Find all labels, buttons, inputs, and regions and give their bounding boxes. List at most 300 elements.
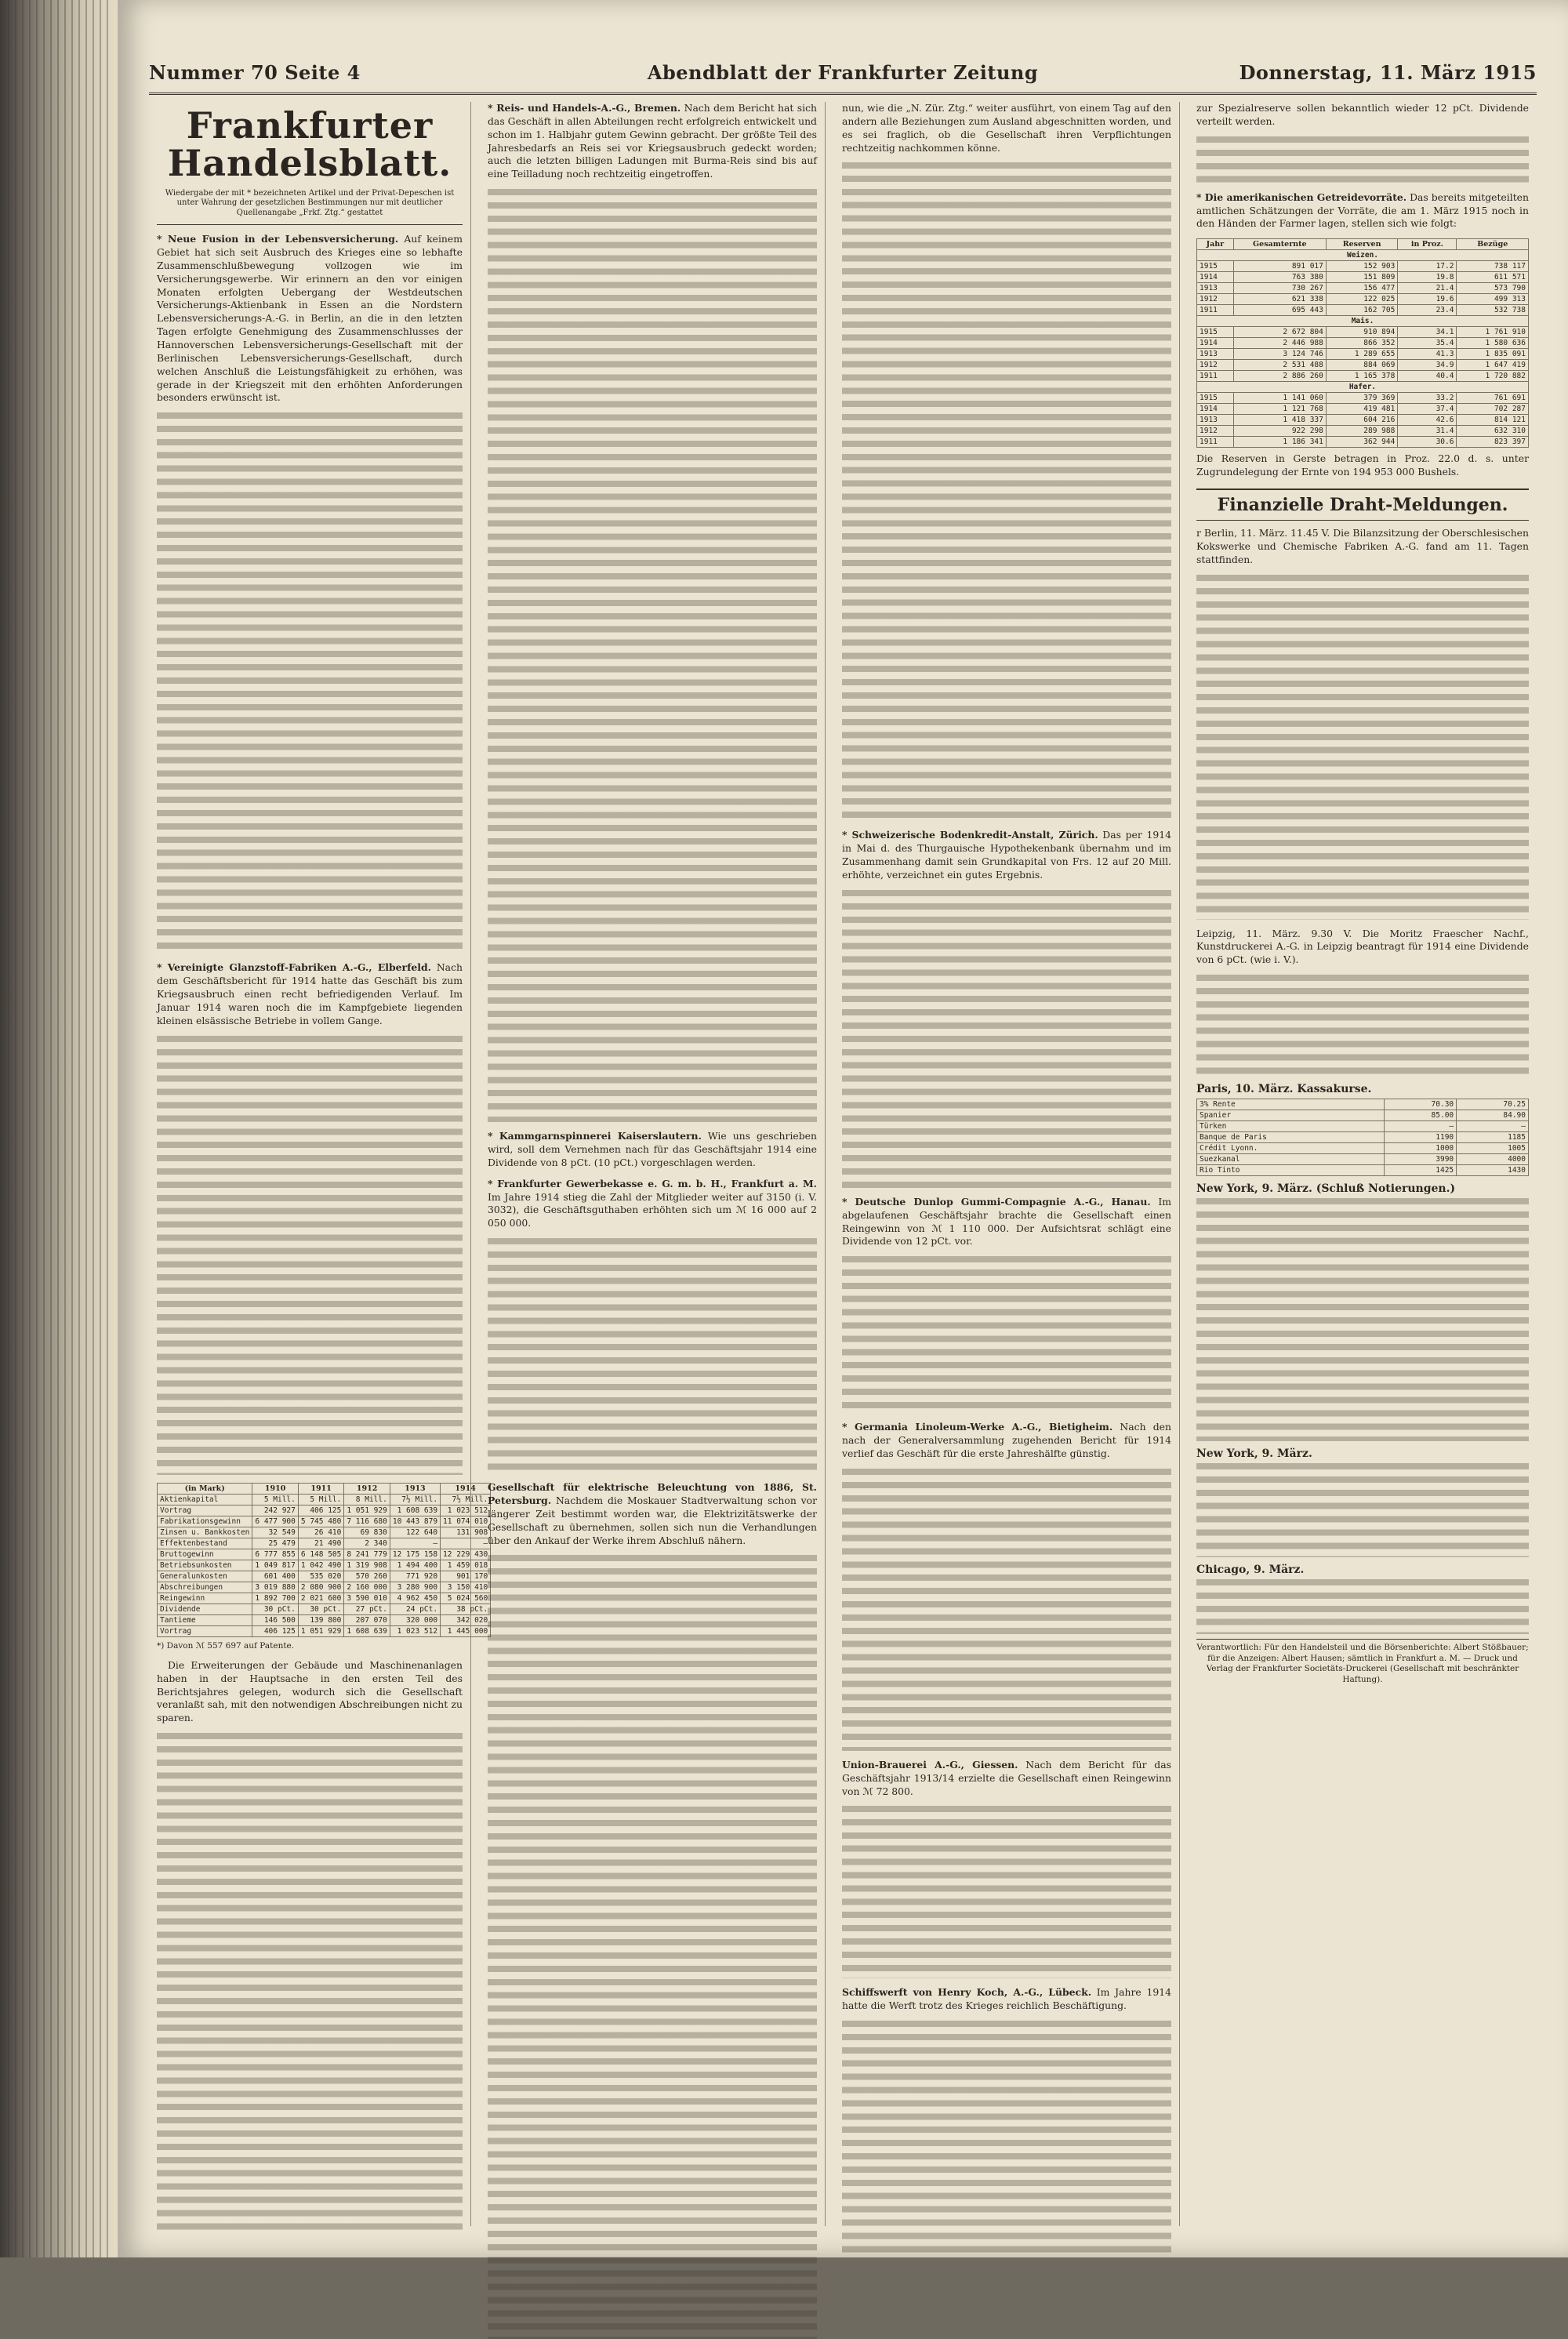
row-label: Aktienkapital (158, 1494, 252, 1505)
article-schiffswerft (842, 1986, 1171, 2013)
table-cell: — (441, 1538, 491, 1549)
table-cell: 406 125 (252, 1625, 298, 1636)
table-cell: 151 809 (1326, 272, 1397, 283)
table-cell: 2 531 488 (1233, 360, 1326, 371)
table-cell: 2 160 000 (344, 1582, 390, 1593)
table-cell: 19.8 (1398, 272, 1457, 283)
table-cell: 1 494 400 (390, 1560, 440, 1571)
table-row (1197, 1165, 1529, 1176)
article-gewerbekasse (488, 1178, 817, 1230)
table-cell: 1 608 639 (390, 1505, 440, 1516)
article-headline: Union-Brauerei A.-G., Giessen. (842, 1758, 1018, 1771)
table-cell: 35.4 (1398, 338, 1457, 349)
wire-section-title: Finanzielle Draht-Meldungen. (1196, 489, 1529, 521)
article-headline: * Neue Fusion in der Lebensversicherung. (157, 233, 399, 245)
table-cell: 1000 (1385, 1143, 1457, 1154)
table-row (1197, 371, 1529, 382)
table-cell: 1 049 817 (252, 1560, 298, 1571)
table-row (1197, 426, 1529, 437)
table-cell: 12 229 430 (441, 1549, 491, 1560)
table-row (158, 1516, 491, 1527)
article-body: Das bereits mitgeteilten amtlichen Schätzungen der Vorräte, die am 1. März 1915 noch in den Händen der Farmer lagen, stellen sich wie folgt: (1196, 191, 1529, 230)
table-row (158, 1505, 491, 1516)
newyork-quotes (1196, 1198, 1529, 1441)
article-lebensversicherung (157, 233, 463, 405)
table-cell: Türken (1197, 1121, 1385, 1132)
table-cell: 207 070 (344, 1614, 390, 1625)
table-cell: 1915 (1197, 393, 1234, 404)
table-cell: 25 479 (252, 1538, 298, 1549)
table-cell: 26 410 (298, 1527, 343, 1538)
table-cell: 1430 (1457, 1165, 1529, 1176)
table-cell: 2 446 988 (1233, 338, 1326, 349)
table-cell: 23.4 (1398, 305, 1457, 316)
article-continuation-text (842, 2021, 1171, 2256)
article-bodenkredit (842, 829, 1171, 881)
article-continued-top (1196, 102, 1529, 129)
table-cell: 1914 (1197, 404, 1234, 415)
table-row (1197, 393, 1529, 404)
table-cell: 4000 (1457, 1154, 1529, 1165)
table-cell: 1911 (1197, 305, 1234, 316)
table-cell: 702 287 (1457, 404, 1529, 415)
table-cell: 31.4 (1398, 426, 1457, 437)
table-cell: 1913 (1197, 349, 1234, 360)
table-cell: — (1457, 1121, 1529, 1132)
table-row (158, 1560, 491, 1571)
article-glanzstoff-continued (157, 1659, 463, 1725)
chicago-market-head: Chicago, 9. März. (1196, 1564, 1305, 1577)
column-1 (149, 102, 488, 2226)
bound-page-edges (8, 0, 110, 2257)
table-cell: 910 894 (1326, 327, 1397, 338)
row-label: Betriebsunkosten (158, 1560, 252, 1571)
article-headline: * Reis- und Handels-A.-G., Bremen. (488, 102, 681, 114)
table-cell: 162 705 (1326, 305, 1397, 316)
table-cell: 1 892 700 (252, 1593, 298, 1604)
table-cell: 1 720 882 (1457, 371, 1529, 382)
article-headline: * Germania Linoleum-Werke A.-G., Bietigheim. (842, 1421, 1113, 1433)
table-cell: 6 777 855 (252, 1549, 298, 1560)
wire-berlin: r Berlin, 11. März. 11.45 V. Die Bilanzsitzung der Oberschlesischen Kokswerke und Chemische Fabriken A.-G. fand am 11. Tagen stattfinden. (1196, 527, 1529, 565)
table-row (1197, 327, 1529, 338)
article-continuation-text (488, 189, 817, 1122)
table-cell: 146 500 (252, 1614, 298, 1625)
table-caption: (in Mark) (158, 1483, 252, 1494)
article-headline: * Die amerikanischen Getreidevorräte. (1196, 191, 1407, 203)
paris-market-table (1196, 1099, 1529, 1176)
table-col-header: 1910 (252, 1483, 298, 1494)
table-cell: 1 165 378 (1326, 371, 1397, 382)
table-cell: 730 267 (1233, 283, 1326, 294)
table-cell: 37.4 (1398, 404, 1457, 415)
table-cell: 5 024 560 (441, 1593, 491, 1604)
table-cell: 3 150 410 (441, 1582, 491, 1593)
table-cell: 419 481 (1326, 404, 1397, 415)
table-cell: 1 289 655 (1326, 349, 1397, 360)
table-cell: 342 020 (441, 1614, 491, 1625)
table-cell: 7½ Mill. (441, 1494, 491, 1505)
article-continuation-text (842, 162, 1171, 821)
table-cell: Spanier (1197, 1110, 1385, 1121)
grain-group-name: Mais. (1197, 316, 1529, 327)
table-row (158, 1571, 491, 1582)
table-cell: 289 988 (1326, 426, 1397, 437)
table-cell: 21.4 (1398, 283, 1457, 294)
article-continuation-text (488, 1238, 817, 1473)
table-cell: 30 pCt. (252, 1604, 298, 1614)
table-cell: 131 908 (441, 1527, 491, 1538)
table-row (1197, 272, 1529, 283)
grain-note: Die Reserven in Gerste betragen in Proz. 22.0 d. s. unter Zugrundelegung der Ernte von 194 953 000 Bushels. (1196, 452, 1529, 478)
table-row (158, 1494, 491, 1505)
row-label: Vortrag (158, 1625, 252, 1636)
table-cell: 34.1 (1398, 327, 1457, 338)
grain-group-row (1197, 382, 1529, 393)
table-cell: 884 069 (1326, 360, 1397, 371)
table-col-header: Gesamternte (1233, 239, 1326, 250)
article-continuation-text (1196, 136, 1529, 183)
table-cell: 535 020 (298, 1571, 343, 1582)
table-cell: 69 830 (344, 1527, 390, 1538)
table-cell: 85.00 (1385, 1110, 1457, 1121)
table-cell: 823 397 (1457, 437, 1529, 448)
table-cell: 1 042 490 (298, 1560, 343, 1571)
table-cell: 891 017 (1233, 261, 1326, 272)
table-row (1197, 404, 1529, 415)
table-row (1197, 261, 1529, 272)
article-germania-linoleum (842, 1421, 1171, 1461)
article-kammgarn (488, 1130, 817, 1170)
article-dunlop (842, 1196, 1171, 1248)
article-headline: Schiffswerft von Henry Koch, A.-G., Lübeck. (842, 1986, 1092, 1999)
table-row (1197, 415, 1529, 426)
table-cell: 499 313 (1457, 294, 1529, 305)
table-col-header: 1912 (344, 1483, 390, 1494)
table-cell: 1 141 060 (1233, 393, 1326, 404)
table-cell: 3 280 900 (390, 1582, 440, 1593)
table-col-header: 1911 (298, 1483, 343, 1494)
article-headline: * Vereinigte Glanzstoff-Fabriken A.-G., Elberfeld. (157, 961, 431, 974)
article-continuation-text (842, 1806, 1171, 1978)
newyork-market-head: New York, 9. März. (Schluß Notierungen.) (1196, 1182, 1456, 1196)
table-cell: Rio Tinto (1197, 1165, 1385, 1176)
table-cell: 604 216 (1326, 415, 1397, 426)
table-col-header: 1913 (390, 1483, 440, 1494)
table-row (1197, 349, 1529, 360)
table-cell: 5 745 480 (298, 1516, 343, 1527)
table-cell: 3 019 880 (252, 1582, 298, 1593)
article-body: Im Jahre 1914 stieg die Zahl der Mitglieder weiter auf 3150 (i. V. 3032), die Geschäftsguthaben erhöhten sich um ℳ 16 000 auf 2 050 000. (488, 1190, 817, 1229)
table-cell: 362 944 (1326, 437, 1397, 448)
chicago-quotes (1196, 1579, 1529, 1634)
table-cell: 1912 (1197, 294, 1234, 305)
table-cell: 1915 (1197, 327, 1234, 338)
article-body: Nach dem Geschäftsbericht für 1914 hatte das Geschäft bis zum Kriegsausbruch einen recht befriedigenden Verlauf. Im Januar 1914 waren noch die im Kampfgebiete liegenden kleinen elsässische Betriebe in vollem Gange. (157, 961, 463, 1026)
article-continuation-text (842, 890, 1171, 1188)
table-cell: 4 962 450 (390, 1593, 440, 1604)
table-cell: 122 025 (1326, 294, 1397, 305)
table-cell: 8 Mill. (344, 1494, 390, 1505)
table-row (1197, 1132, 1529, 1143)
row-label: Tantieme (158, 1614, 252, 1625)
column-2 (480, 102, 826, 2226)
article-headline: * Schweizerische Bodenkredit-Anstalt, Zürich. (842, 829, 1098, 841)
table-col-header: in Proz. (1398, 239, 1457, 250)
table-cell: 738 117 (1457, 261, 1529, 272)
row-label: Zinsen u. Bankkosten (158, 1527, 252, 1538)
table-cell: 1914 (1197, 338, 1234, 349)
table-cell: 1 418 337 (1233, 415, 1326, 426)
table-cell: 2 672 804 (1233, 327, 1326, 338)
article-continuation-text (842, 1469, 1171, 1751)
table-cell: 21 490 (298, 1538, 343, 1549)
table-cell: 1 835 091 (1457, 349, 1529, 360)
article-headline: * Frankfurter Gewerbekasse e. G. m. b. H., Frankfurt a. M. (488, 1177, 817, 1189)
newspaper-name: Abendblatt der Frankfurter Zeitung (647, 61, 1039, 84)
table-cell: 1914 (1197, 272, 1234, 283)
table-cell: 761 691 (1457, 393, 1529, 404)
table-cell: 12 175 158 (390, 1549, 440, 1560)
table-cell: 1 186 341 (1233, 437, 1326, 448)
table-cell: 1913 (1197, 283, 1234, 294)
table-col-header: Jahr (1197, 239, 1234, 250)
table-row (1197, 1154, 1529, 1165)
wire-continuation-text (1196, 575, 1529, 920)
imprint-footer: Verantwortlich: Für den Handelsteil und die Börsenberichte: Albert Stößbauer; für die Anzeigen: Albert Hausen; sämtlich in Frankfurt a. M. — Druck und Verlag der Frankfurter Societäts-Druckerei (Gesellschaft mit beschränkter Haftung). (1196, 1639, 1529, 1686)
table-cell: 32 549 (252, 1527, 298, 1538)
row-label: Vortrag (158, 1505, 252, 1516)
table-cell: 611 571 (1457, 272, 1529, 283)
table-cell: 379 369 (1326, 393, 1397, 404)
wire-leipzig: Leipzig, 11. März. 9.30 V. Die Moritz Fraescher Nachf., Kunstdruckerei A.-G. in Leipzig beantragt für 1914 eine Dividende von 6 pCt. (wie i. V.). (1196, 927, 1529, 966)
table-cell: 11 074 010 (441, 1516, 491, 1527)
table-cell: 922 298 (1233, 426, 1326, 437)
table-cell: 621 338 (1233, 294, 1326, 305)
column-3 (834, 102, 1180, 2226)
article-body: Auf keinem Gebiet hat sich seit Ausbruch des Krieges eine so lebhafte Zusammenschlußbewegung vollzogen wie im Versicherungsgewerbe. Wir erinnern an den vor einigen Monaten erfolgten Uebergang der Westdeutschen Versicherungs-Aktienbank in Essen an die Nordstern Lebensversicherungs-A.-G. in Berlin, an die in den letzten Tagen erfolgte Genehmigung des Zusammenschlusses der Hannoverschen Lebensversicherungs-Gesellschaft mit der Berlinischen Lebensversicherungs-Gesellschaft, durch welchen Anschluß die Leistungsfähigkeit zu erhöhen, was gerade in der Kriegszeit mit den erhöhten Anforderungen besonders erwünscht ist. (157, 233, 463, 404)
table-cell: 70.30 (1385, 1099, 1457, 1110)
table-cell: 632 310 (1457, 426, 1529, 437)
table-cell: 7 116 680 (344, 1516, 390, 1527)
table-cell: Suezkanal (1197, 1154, 1385, 1165)
table-cell: 1912 (1197, 360, 1234, 371)
table-cell: 10 443 879 (390, 1516, 440, 1527)
table-row (1197, 338, 1529, 349)
table-row (158, 1625, 491, 1636)
table-row (1197, 360, 1529, 371)
newyork2-quotes (1196, 1463, 1529, 1557)
table-row (158, 1549, 491, 1560)
table-cell: 695 443 (1233, 305, 1326, 316)
table-row (158, 1614, 491, 1625)
table-cell: 1 761 910 (1457, 327, 1529, 338)
table-cell: 866 352 (1326, 338, 1397, 349)
article-body: Das per 1914 in Mai d. des Thurgauische Hypothekenbank übernahm und im Zusammenhang damit sein Grundkapital von Frs. 12 auf 20 Mill. erhöhte, verzeichnet ein gutes Ergebnis. (842, 829, 1171, 881)
table-cell: 3% Rente (1197, 1099, 1385, 1110)
table-cell: 3990 (1385, 1154, 1457, 1165)
article-body: Nach dem Bericht für das Geschäftsjahr 1913/14 erzielte die Gesellschaft einen Reingewinn von ℳ 72 800. (842, 1758, 1171, 1797)
table-cell: 532 738 (1457, 305, 1529, 316)
table-cell: 5 Mill. (252, 1494, 298, 1505)
article-body: Die Erweiterungen der Gebäude und Maschinenanlagen haben in der Hauptsache in den ersten Teil des Berichtsjahres gelegen, wodurch sich die Gesellschaft veranlaßt sah, mit den notwendigen Abschreibungen nicht zu sparen. (157, 1658, 463, 1724)
article-body: Nach den nach der Generalversammlung zugehenden Bericht für 1914 verlief das Geschäft für die erste Jahreshälfte günstig. (842, 1421, 1171, 1460)
article-headline: * Deutsche Dunlop Gummi-Compagnie A.-G., Hanau. (842, 1195, 1151, 1208)
table-cell: 27 pCt. (344, 1604, 390, 1614)
table-cell: 17.2 (1398, 261, 1457, 272)
table-cell: 152 903 (1326, 261, 1397, 272)
wire-continuation-text (1196, 975, 1529, 1077)
table-cell: 1185 (1457, 1132, 1529, 1143)
table-cell: 1 580 636 (1457, 338, 1529, 349)
table-cell: 573 790 (1457, 283, 1529, 294)
table-cell: 763 380 (1233, 272, 1326, 283)
table-col-header: 1914 (441, 1483, 491, 1494)
table-cell: 24 pCt. (390, 1604, 440, 1614)
article-continued-from-prev (842, 102, 1171, 154)
table-cell: 242 927 (252, 1505, 298, 1516)
table-footnote: *) Davon ℳ 557 697 auf Patente. (157, 1640, 295, 1651)
table-cell: 1911 (1197, 371, 1234, 382)
table-cell: 1915 (1197, 261, 1234, 272)
article-body: Im abgelaufenen Geschäftsjahr brachte die Gesellschaft einen Reingewinn von ℳ 1 110 000. Der Aufsichtsrat schlägt eine Dividende von 12 pCt. vor. (842, 1195, 1171, 1248)
table-cell: 42.6 (1398, 415, 1457, 426)
article-headline: Gesellschaft für elektrische Beleuchtung von 1886, St. Petersburg. (488, 1481, 817, 1507)
table-cell: 38 pCt. (441, 1604, 491, 1614)
table-row (1197, 1110, 1529, 1121)
table-cell: 1 445 000 (441, 1625, 491, 1636)
article-continuation-text (157, 412, 463, 953)
table-cell: 156 477 (1326, 283, 1397, 294)
section-title: Frankfurter Handelsblatt. (167, 104, 452, 185)
section-subtitle: Wiedergabe der mit * bezeichneten Artikel und der Privat-Depeschen ist unter Wahrung der gesetzlichen Bestimmungen nur mit deutlicher Quellenangabe „Frkf. Ztg.“ gestattet (157, 189, 463, 226)
table-col-header: Reserven (1326, 239, 1397, 250)
table-cell: 570 260 (344, 1571, 390, 1582)
article-body: Nachdem die Moskauer Stadtverwaltung schon vor längerer Zeit bestimmt worden war, die Elektrizitätswerke der Gesellschaft zu übernehmen, sollen sich nun die Verhandlungen über den Ankauf der Werke ihrem Abschluß nähern. (488, 1495, 817, 1546)
table-cell: 33.2 (1398, 393, 1457, 404)
table-row (1197, 1121, 1529, 1132)
table-cell: 2 886 260 (1233, 371, 1326, 382)
table-cell: 1005 (1457, 1143, 1529, 1154)
newyork2-market-head: New York, 9. März. (1196, 1447, 1312, 1461)
table-cell: 814 121 (1457, 415, 1529, 426)
table-cell: 1 608 639 (344, 1625, 390, 1636)
table-cell: 771 920 (390, 1571, 440, 1582)
paris-market-head: Paris, 10. März. Kassakurse. (1196, 1083, 1372, 1096)
issue-date: Donnerstag, 11. März 1915 (1239, 61, 1537, 84)
table-row (158, 1604, 491, 1614)
row-label: Reingewinn (158, 1593, 252, 1604)
table-cell: 3 124 746 (1233, 349, 1326, 360)
column-4 (1189, 102, 1537, 2226)
table-row (158, 1538, 491, 1549)
newspaper-page (118, 0, 1568, 2257)
table-cell: 1 319 908 (344, 1560, 390, 1571)
article-continuation-text (488, 1555, 817, 2339)
article-elektrische-beleuchtung (488, 1481, 817, 1547)
article-continuation-text (842, 1256, 1171, 1413)
table-cell: 1425 (1385, 1165, 1457, 1176)
article-headline: * Kammgarnspinnerei Kaiserslautern. (488, 1130, 702, 1142)
row-label: Bruttogewinn (158, 1549, 252, 1560)
table-cell: 2 080 900 (298, 1582, 343, 1593)
article-getreidevorraete (1196, 191, 1529, 231)
table-cell: Crédit Lyonn. (1197, 1143, 1385, 1154)
table-cell: 70.25 (1457, 1099, 1529, 1110)
row-label: Abschreibungen (158, 1582, 252, 1593)
article-body: nun, wie die „N. Zür. Ztg.“ weiter ausführt, von einem Tag auf den andern alle Beziehungen zum Ausland abgeschnitten worden, und es sei fraglich, ob die Gesellschaft ihren Verpflichtungen rechtzeitig nachkommen könne. (842, 102, 1171, 154)
article-body: zur Spezialreserve sollen bekanntlich wieder 12 pCt. Dividende verteilt werden. (1196, 102, 1529, 127)
issue-number: Nummer 70 Seite 4 (149, 61, 361, 84)
table-cell: 1 051 929 (344, 1505, 390, 1516)
row-label: Effektenbestand (158, 1538, 252, 1549)
grain-group-row (1197, 250, 1529, 261)
table-row (1197, 1099, 1529, 1110)
grain-group-row (1197, 316, 1529, 327)
table-cell: 2 021 600 (298, 1593, 343, 1604)
table-row (1197, 283, 1529, 294)
table-cell: 30.6 (1398, 437, 1457, 448)
table-row (158, 1593, 491, 1604)
table-cell: Banque de Paris (1197, 1132, 1385, 1143)
table-cell: 1 051 929 (298, 1625, 343, 1636)
table-cell: 7½ Mill. (390, 1494, 440, 1505)
table-row (158, 1582, 491, 1593)
table-cell: 139 800 (298, 1614, 343, 1625)
table-cell: 30 pCt. (298, 1604, 343, 1614)
table-row (1197, 1143, 1529, 1154)
table-cell: 6 477 900 (252, 1516, 298, 1527)
table-cell: 40.4 (1398, 371, 1457, 382)
row-label: Generalunkosten (158, 1571, 252, 1582)
table-cell: 901 170 (441, 1571, 491, 1582)
table-cell: — (1385, 1121, 1457, 1132)
table-cell: 8 241 779 (344, 1549, 390, 1560)
masthead (149, 55, 1537, 95)
table-cell: 1 459 018 (441, 1560, 491, 1571)
row-label: Dividende (158, 1604, 252, 1614)
table-cell: 1 023 512 (390, 1625, 440, 1636)
table-row (158, 1527, 491, 1538)
table-cell: 320 000 (390, 1614, 440, 1625)
article-continuation-text (157, 1733, 463, 2235)
table-cell: 34.9 (1398, 360, 1457, 371)
article-reis-handel (488, 102, 817, 181)
table-row (1197, 437, 1529, 448)
table-row (1197, 305, 1529, 316)
table-cell: 5 Mill. (298, 1494, 343, 1505)
table-cell: 1 647 419 (1457, 360, 1529, 371)
table-cell: 1190 (1385, 1132, 1457, 1143)
grain-group-name: Hafer. (1197, 382, 1529, 393)
table-cell: 406 125 (298, 1505, 343, 1516)
grain-group-name: Weizen. (1197, 250, 1529, 261)
article-body: Wie uns geschrieben wird, soll dem Vernehmen nach für das Geschäftsjahr 1914 eine Dividende von 8 pCt. (10 pCt.) vorgeschlagen werden. (488, 1130, 817, 1168)
article-body: Im Jahre 1914 hatte die Werft trotz des Krieges reichlich Beschäftigung. (842, 1986, 1171, 2012)
table-cell: 1 121 768 (1233, 404, 1326, 415)
table-col-header: Bezüge (1457, 239, 1529, 250)
article-glanzstoff (157, 961, 463, 1027)
article-union-brauerei (842, 1759, 1171, 1799)
table-cell: 6 148 505 (298, 1549, 343, 1560)
table-cell: 2 340 (344, 1538, 390, 1549)
table-cell: 601 400 (252, 1571, 298, 1582)
table-cell: 1912 (1197, 426, 1234, 437)
table-cell: 122 640 (390, 1527, 440, 1538)
article-body: Nach dem Bericht hat sich das Geschäft in allen Abteilungen recht erfolgreich entwickelt und schon im 1. Halbjahr gutem Gewinn gebracht. Der größte Teil des Jahresbedarfs an Reis sei vor Kriegsausbruch gedeckt worden; auch die letzten billigen Ladungen mit Burma-Reis sind bis auf eine Teilladung noch rechtzeitig eingetroffen. (488, 102, 817, 180)
table-cell: 19.6 (1398, 294, 1457, 305)
table-cell: 3 590 010 (344, 1593, 390, 1604)
